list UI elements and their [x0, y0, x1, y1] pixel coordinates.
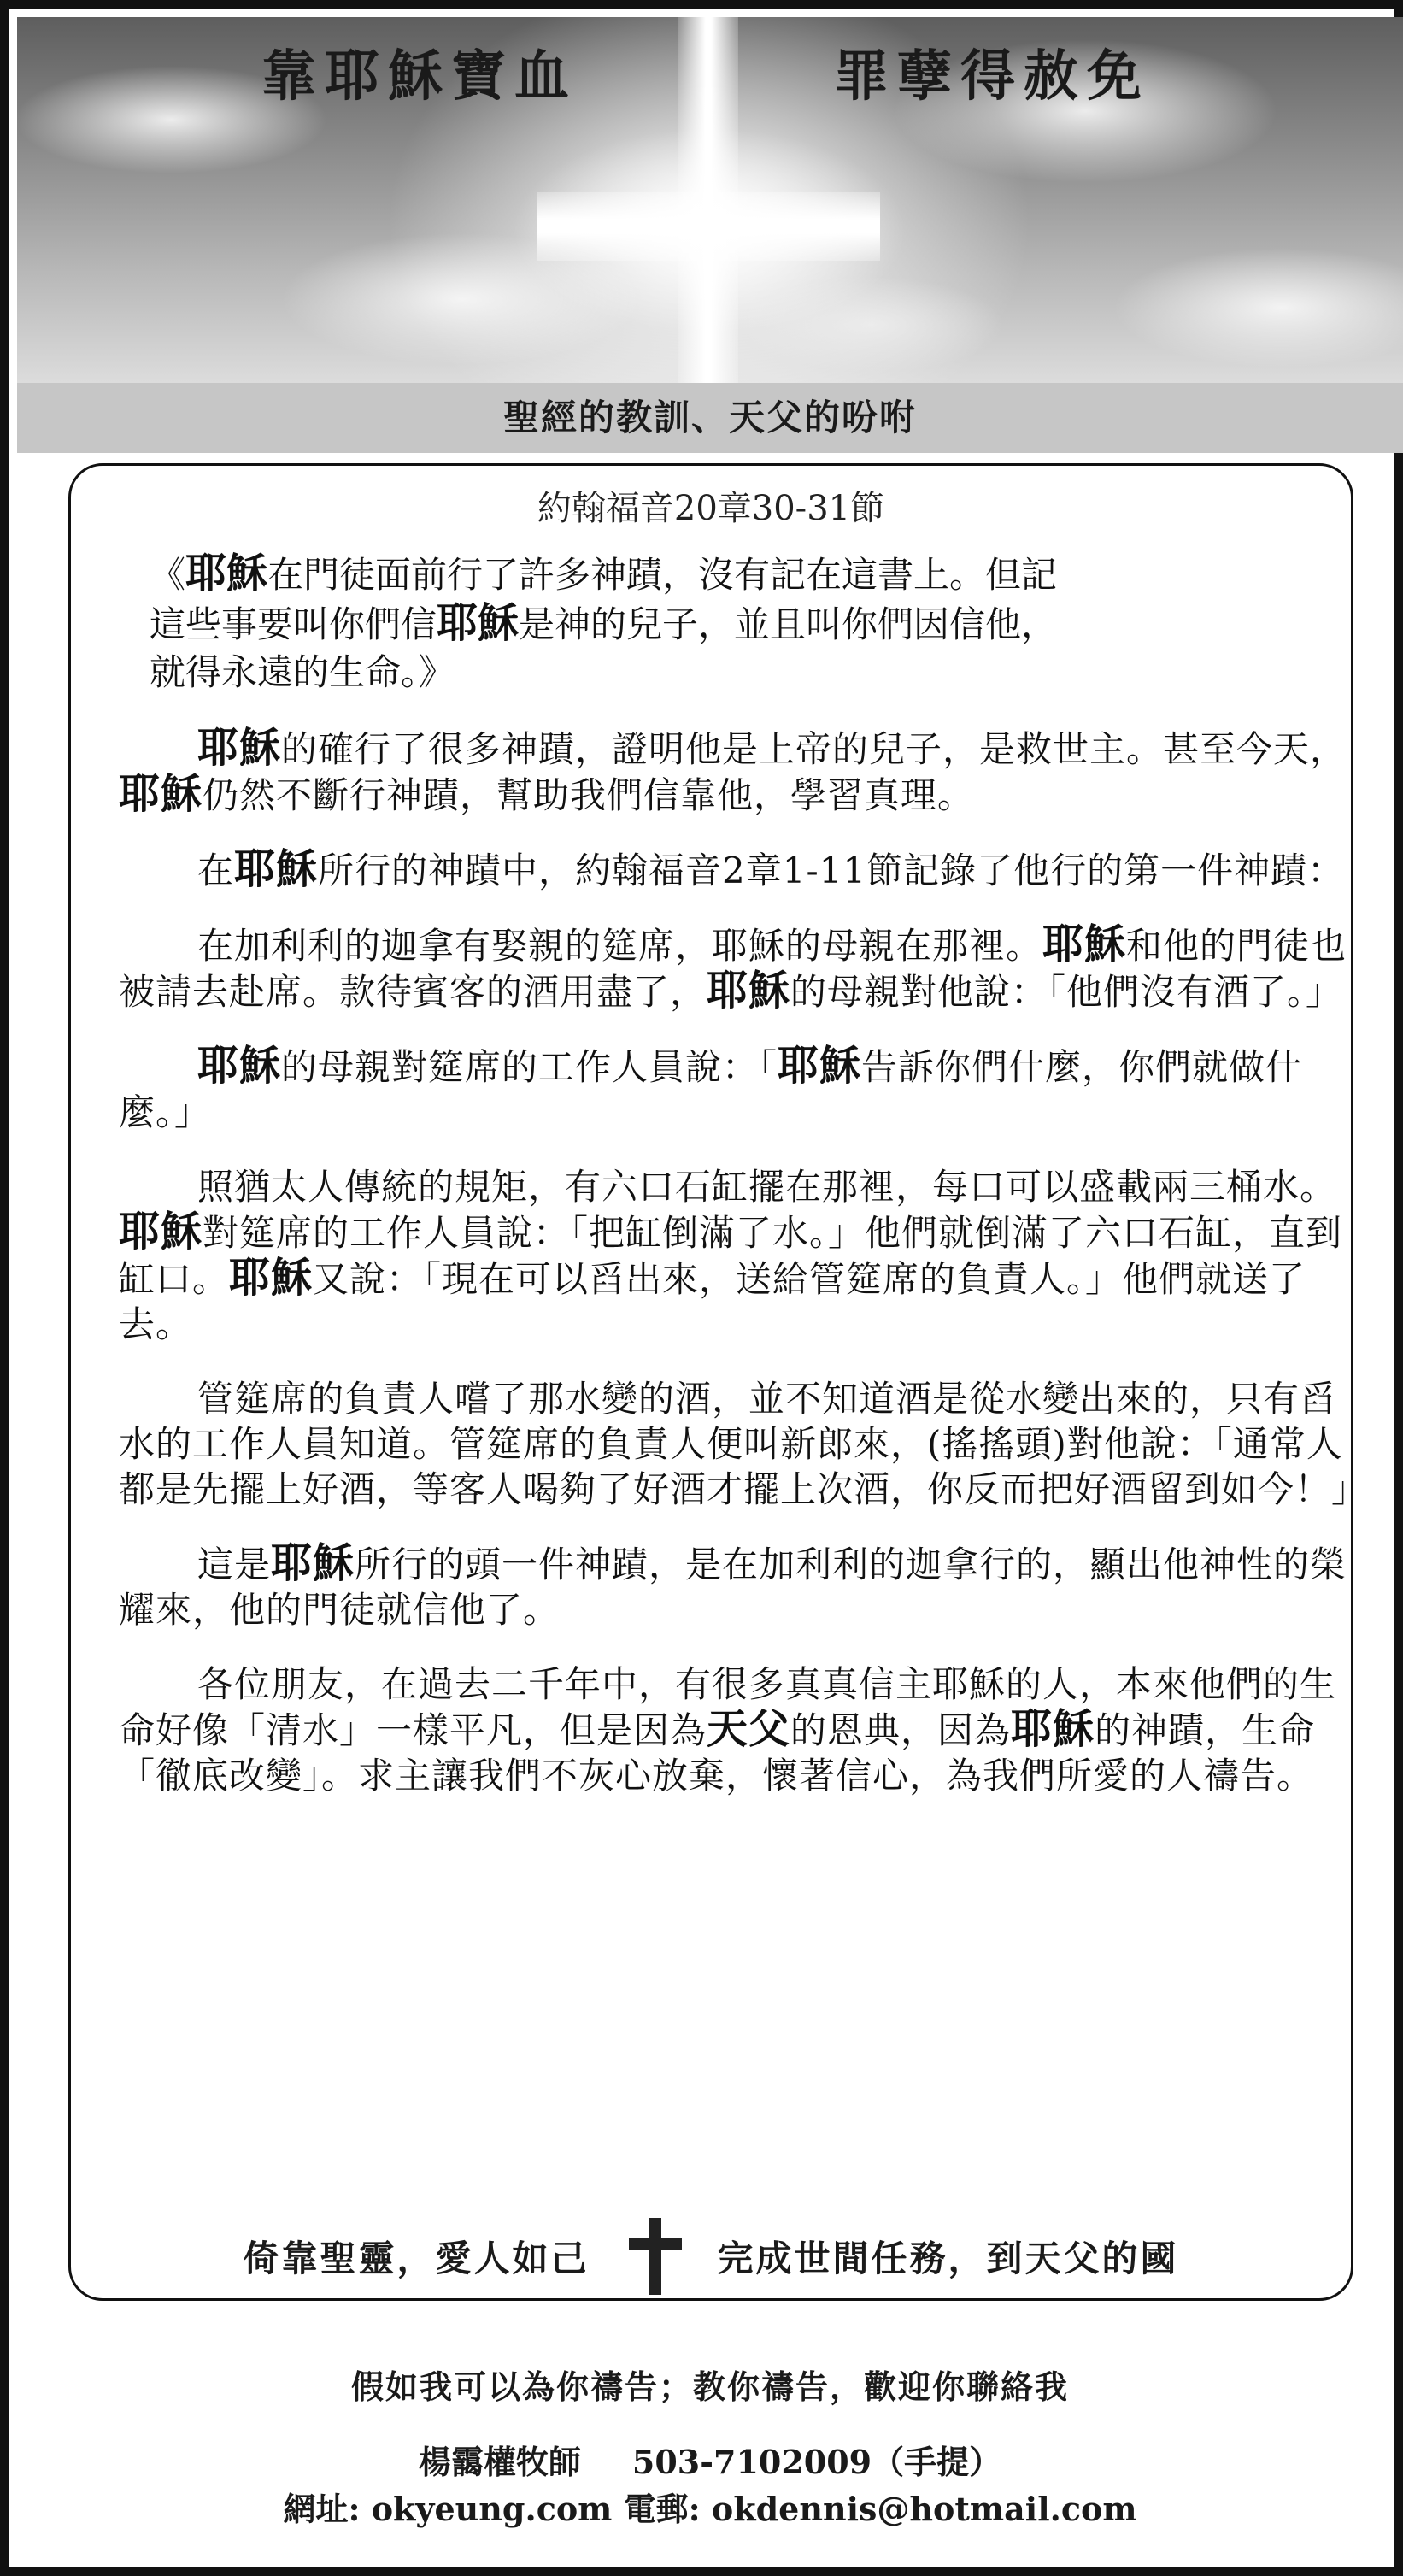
paragraph-7: 這是耶穌所行的頭一件神蹟，是在加利利的迦拿行的，顯出他神性的榮耀來，他的門徒就信他了。 [119, 1539, 1347, 1631]
quote-line-1: 《耶穌在門徒面前行了許多神蹟，沒有記在這書上。但記 [150, 550, 1058, 597]
paragraph-5: 照猶太人傳統的規矩，有六口石缸擺在那裡，每口可以盛載兩三桶水。耶穌對筵席的工作人員說：「把缸倒滿了水。」他們就倒滿了六口石缸，直到缸口。耶穌又說：「現在可以舀出來，送給管筵席的負責人。」他們就送了去。 [119, 1166, 1343, 1345]
paragraph-8: 各位朋友，在過去二千年中，有很多真真信主耶穌的人，本來他們的生命好像「清水」一樣平凡，但是因為天父的恩典，因為耶穌的神蹟，生命「徹底改變」。求主讓我們不灰心放棄，懷著信心，為我們所愛的人禱告。 [119, 1663, 1337, 1797]
sky-banner [17, 17, 1403, 383]
paragraph-4: 耶穌的母親對筵席的工作人員說：「耶穌告訴你們什麼，你們就做什麼。」 [119, 1042, 1303, 1133]
website-link[interactable]: okyeung.com [371, 2490, 613, 2528]
paragraph-2: 在耶穌所行的神蹟中，約翰福音2章1-11節記錄了他行的第一件神蹟： [197, 845, 1345, 893]
subtitle-bar: 聖經的教訓、天父的吩咐 [17, 383, 1403, 453]
motto-left: 倚靠聖靈，愛人如己 [243, 2238, 590, 2279]
motto-right: 完成世間任務，到天父的國 [717, 2238, 1179, 2279]
website-label: 網址: [283, 2490, 361, 2528]
pastor-name: 楊靄權牧師 [418, 2443, 581, 2481]
scripture-quote [150, 550, 1294, 697]
headline-left: 靠耶穌寶血 [261, 44, 578, 109]
cross-icon-horizontal [537, 192, 880, 261]
headline-right: 罪孽得赦免 [834, 44, 1150, 109]
phone-number[interactable]: 503-7102009（手提） [631, 2443, 1002, 2481]
prayer-invitation: 假如我可以為你禱告；教你禱告，歡迎你聯絡我 [350, 2367, 1069, 2406]
email-label: 電郵: [623, 2490, 701, 2528]
scripture-reference: 約翰福音20章30-31節 [537, 489, 885, 528]
contact-pastor [9, 2436, 1403, 2483]
scripture-card [68, 463, 1369, 2301]
cross-icon [624, 2218, 684, 2295]
paragraph-6: 管筵席的負責人嚐了那水變的酒，並不知道酒是從水變出來的，只有舀水的工作人員知道。管筵席的負責人便叫新郎來，(搖搖頭)對他說：「通常人都是先擺上好酒，等客人喝夠了好酒才擺上次酒，你反而把好酒留到如今！」 [119, 1378, 1369, 1510]
quote-line-2: 這些事要叫你們信耶穌是神的兒子，並且叫你們因信他， [150, 599, 1058, 647]
paragraph-3: 在加利利的迦拿有娶親的筵席，耶穌的母親在那裡。耶穌和他的門徒也被請去赴席。款待賓客的酒用盡了，耶穌的母親對他說：「他們沒有酒了。」 [119, 920, 1347, 1015]
email-link[interactable]: okdennis@hotmail.com [711, 2490, 1137, 2528]
contact-online [9, 2483, 1403, 2530]
paragraph-1: 耶穌的確行了很多神蹟，證明他是上帝的兒子，是救世主。甚至今天，耶穌仍然不斷行神蹟，幫助我們信靠他，學習真理。 [119, 724, 1347, 818]
motto-line [71, 2218, 1351, 2295]
quote-line-3: 就得永遠的生命。》 [150, 651, 455, 693]
